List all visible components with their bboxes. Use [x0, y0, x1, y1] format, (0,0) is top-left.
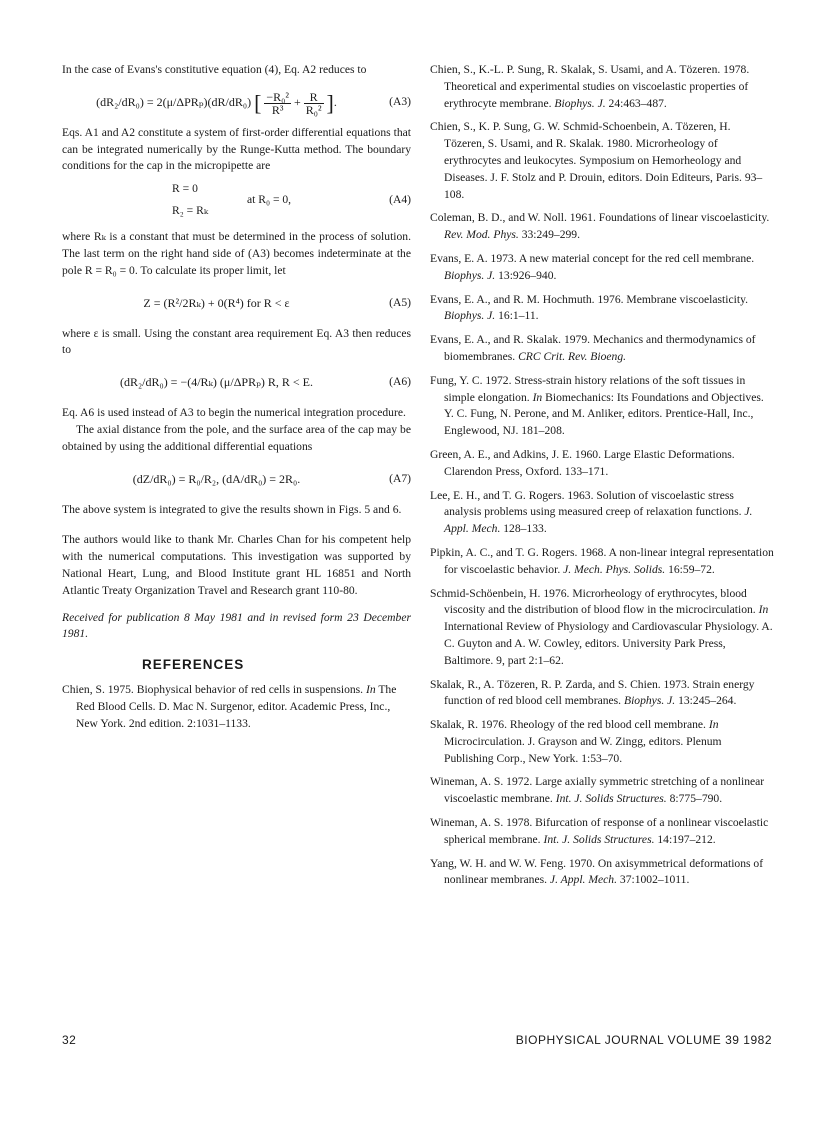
received-date: Received for publication 8 May 1981 and in revised form 23 December 1981. — [62, 610, 411, 641]
equation-number: (A5) — [389, 295, 411, 309]
reference-entry: Green, A. E., and Adkins, J. E. 1960. Large Elastic Deformations. Clarendon Press, Oxford. 133–171. — [430, 447, 735, 478]
reference-entry: Skalak, R., A. Tözeren, R. P. Zarda, and S. Chien. 1973. Strain energy function of red blood cell membranes. Biophys. J. 13:245–264. — [430, 677, 755, 708]
equation-a6 — [62, 367, 411, 397]
equation-condition: at R₀ = 0, — [247, 193, 292, 207]
paragraph: The above system is integrated to give the results shown in Figs. 5 and 6. — [62, 502, 402, 516]
equation-number: (A4) — [389, 193, 411, 207]
acknowledgements: The authors would like to thank Mr. Charles Chan for his competent help with the numerical computations. This investigation was supported by National Heart, Lung, and Blood Institute grant HL 16851 and North Atlantic Treaty Organization Travel and Research grant 110-80. — [62, 533, 411, 597]
reference-entry: Chien, S., K.-L. P. Sung, R. Skalak, S. Usami, and A. Tözeren. 1978. Theoretical and experimental studies on viscoelastic properties of erythrocyte membrane. Biophys. J. 24:463–487. — [430, 63, 750, 110]
fraction-denominator: R³ — [271, 102, 284, 117]
reference-entry: Pipkin, A. C., and T. G. Rogers. 1968. A non-linear integral representation for viscoelastic behavior. J. Mech. Phys. Solids. 16:59–72. — [430, 545, 774, 576]
paragraph: In the case of Evans's constitutive equation (4), Eq. A2 reduces to — [62, 63, 367, 76]
equation-body: (dZ/dR₀) = R₀/R₂, (dA/dR₀) = 2R₀. — [132, 471, 301, 486]
paragraph: where Rₖ is a constant that must be determined in the process of solution. The last term on the right hand side of (A3) becomes indeterminate at the pole R = R₀ = 0. To calculate its proper limit, let — [62, 230, 411, 277]
equation-body: (dR₂/dR₀) = −(4/Rₖ) (μ/ΔPRₚ) R, R < E. — [119, 375, 313, 390]
equation-a4 — [62, 179, 411, 223]
reference-entry: Evans, E. A., and R. M. Hochmuth. 1976. Membrane viscoelasticity. Biophys. J. 16:1–11. — [430, 292, 749, 323]
fraction-numerator: −R₀² — [266, 89, 289, 104]
reference-entry: Wineman, A. S. 1978. Bifurcation of response of a nonlinear viscoelastic spherical membrane. Int. J. Solids Structures. 14:197–212. — [430, 816, 769, 846]
fraction-numerator: R — [304, 91, 324, 104]
paragraph: where ε is small. Using the constant area requirement Eq. A3 then reduces to — [62, 326, 411, 357]
equation-number: (A7) — [389, 471, 411, 485]
references-list — [430, 62, 774, 896]
paragraph: Eqs. A1 and A2 constitute a system of first-order differential equations that can be integrated numerically by the Runge-Kutta method. The boundary conditions for the cap in the micropipette are — [62, 125, 411, 173]
reference-entry: Fung, Y. C. 1972. Stress-strain history relations of the soft tissues in simple elongation. In Biomechanics: Its Foundations and Objectives. Y. C. Fung, N. Perone, and M. Anliker, editors. Prentice-Hall, Inc., Englewood, NJ. 181–208. — [430, 373, 764, 438]
reference-entry: Skalak, R. 1976. Rheology of the red blood cell membrane. In Microcirculation. J. Grayson and W. Zingg, editors. Plenum Publishing Corp., New York. 1:53–70. — [430, 718, 722, 765]
equation-number: (A6) — [389, 375, 411, 389]
paragraph: The axial distance from the pole, and the surface area of the cap may be obtained by using the additional differential equations — [62, 422, 411, 453]
equation-a3: (dR₂/dR₀) = 2(μ/ΔPRₚ)(dR/dR₀) [ $\frac{\text{−R₀²}}{\text{R³}}$ + $\frac{R}{\text{R₀²}}$ ]. (A3) — [62, 87, 411, 117]
references-heading: REFERENCES — [142, 657, 245, 673]
paragraph: Eq. A6 is used instead of A3 to begin the numerical integration procedure. — [62, 406, 406, 420]
page-number: 32 — [62, 1033, 77, 1047]
equation-line: R = 0 — [172, 182, 198, 196]
reference-entry: Schmid-Schöenbein, H. 1976. Microrheology of erythrocytes, blood viscosity and the distribution of blood flow in the microcirculation. In International Review of Physiology and Cardiovascular Physiology. A. C. Guyton and A. W. Cowley, editors. University Park Press, Baltimore. 9, part 2:1–62. — [430, 586, 773, 667]
fraction-denominator: R₀² — [305, 102, 322, 117]
reference-entry: Wineman, A. S. 1972. Large axially symmetric stretching of a nonlinear viscoelastic membrane. Int. J. Solids Structures. 8:775–790. — [430, 775, 765, 806]
reference-entry: Evans, E. A. 1973. A new material concept for the red cell membrane. Biophys. J. 13:926–940. — [430, 251, 755, 282]
reference-entry: Coleman, B. D., and W. Noll. 1961. Foundations of linear viscoelasticity. Rev. Mod. Phys. 33:249–299. — [430, 211, 770, 242]
reference-entry: Lee, E. H., and T. G. Rogers. 1963. Solution of viscoelastic stress analysis problems using measured creep of relaxation functions. J. Appl. Mech. 128–133. — [430, 488, 753, 536]
equation-number: (A3) — [389, 94, 411, 108]
reference-entry: Evans, E. A., and R. Skalak. 1979. Mechanics and thermodynamics of biomembranes. CRC Crit. Rev. Bioeng. — [430, 333, 756, 363]
equation-line: R₂ = Rₖ — [172, 204, 209, 218]
equation-a7 — [62, 464, 411, 494]
equation-lhs: (dR₂/dR₀) = 2(μ/ΔPRₚ)(dR/dR₀) — [96, 94, 252, 109]
left-column — [62, 62, 411, 739]
reference-entry: Chien, S., K. P. Sung, G. W. Schmid-Schoenbein, A. Tözeren, H. Tözeren, S. Usami, and R. Skalak. 1980. Microrheology of erythrocytes and leukocytes. Symposium on Hemorheology and Diseases. J. F. Stolz and P. Drouin, editors. Doin Editeurs, Paris. 93–108. — [430, 120, 763, 201]
reference-entry: Chien, S. 1975. Biophysical behavior of red cells in suspensions. In The Red Blood Cells. D. Mac N. Surgenor, editor. Academic Press, Inc., New York. 2nd edition. 2:1031–1133. — [62, 682, 397, 730]
equation-a5 — [62, 288, 411, 318]
reference-entry: Yang, W. H. and W. W. Feng. 1970. On axisymmetrical deformations of nonlinear membranes. J. Appl. Mech. 37:1002–1011. — [430, 856, 764, 887]
equation-body: Z = (R²/2Rₖ) + 0(R⁴) for R < ε — [143, 295, 290, 310]
journal-footer: BIOPHYSICAL JOURNAL VOLUME 39 1982 — [515, 1033, 772, 1047]
